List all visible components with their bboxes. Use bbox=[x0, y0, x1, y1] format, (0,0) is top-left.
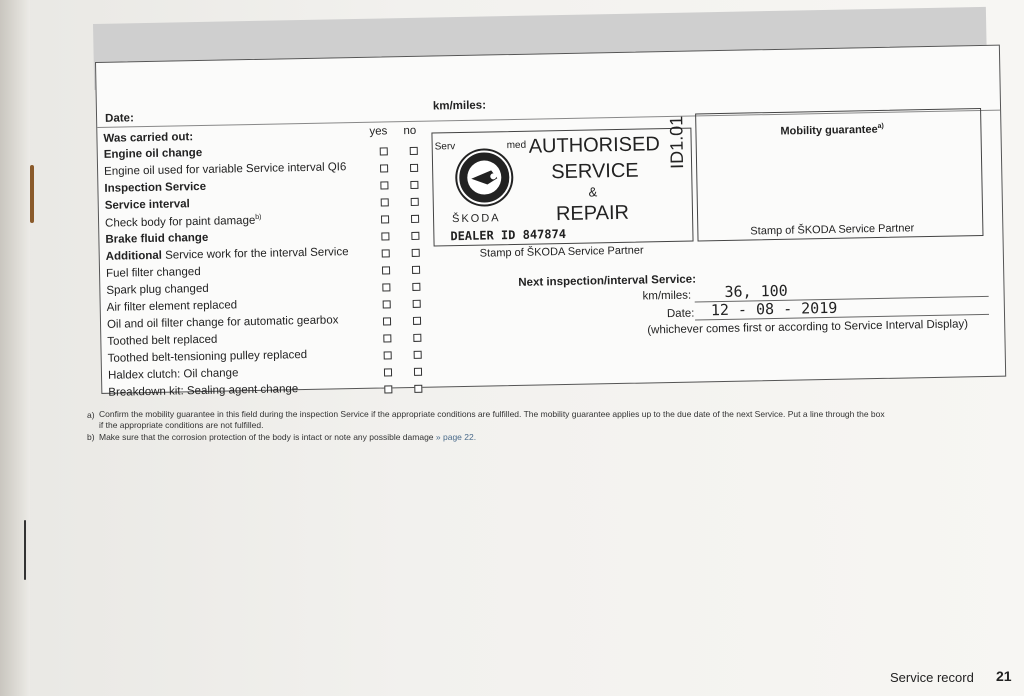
stamp-vertical-id: ID1.01 bbox=[666, 115, 688, 170]
checkbox-no[interactable] bbox=[411, 198, 419, 206]
checkbox-yes[interactable] bbox=[383, 334, 391, 342]
checkbox-yes[interactable] bbox=[383, 300, 391, 308]
checkbox-no[interactable] bbox=[413, 300, 421, 308]
next-date-label: Date: bbox=[666, 307, 695, 321]
checkbox-no[interactable] bbox=[413, 317, 421, 325]
service-item-row: Haldex clutch: Oil change bbox=[107, 367, 239, 382]
mobility-guarantee-box bbox=[695, 108, 983, 241]
checkbox-no[interactable] bbox=[410, 147, 418, 155]
stamp-caption: Stamp of ŠKODA Service Partner bbox=[479, 244, 644, 260]
footer-title: Service record bbox=[890, 670, 974, 685]
service-item-row: Oil and oil filter change for automatic gearbox bbox=[106, 314, 339, 331]
footnote-b: Make sure that the corrosion protection of the body is intact or note any possible damage » page 22. bbox=[99, 432, 477, 442]
dealer-stamp-box bbox=[431, 115, 693, 247]
mobility-title: Mobility guarantee$^{a)}$ bbox=[780, 122, 884, 138]
checkbox-yes[interactable] bbox=[382, 266, 390, 274]
next-km-label: km/miles: bbox=[642, 289, 692, 303]
footnote-a-mark: a) bbox=[87, 410, 95, 420]
checkbox-no[interactable] bbox=[411, 232, 419, 240]
service-item-row: Spark plug changed bbox=[106, 282, 209, 297]
service-record-form bbox=[95, 45, 1006, 399]
next-date-value: 12 - 08 - 2019 bbox=[710, 298, 838, 320]
checkbox-yes[interactable] bbox=[381, 198, 389, 206]
page-link[interactable]: » page 22. bbox=[435, 432, 477, 442]
service-partial-label: Serv bbox=[434, 141, 456, 153]
service-item-row: Brake fluid change bbox=[105, 231, 209, 246]
checkbox-no[interactable] bbox=[412, 266, 420, 274]
checkbox-no[interactable] bbox=[412, 283, 420, 291]
service-partial-label-2: med bbox=[506, 139, 527, 152]
no-header: no bbox=[403, 124, 417, 138]
checkbox-yes[interactable] bbox=[382, 249, 390, 257]
km-label: km/miles: bbox=[432, 99, 487, 113]
checkbox-yes[interactable] bbox=[383, 317, 391, 325]
checkbox-yes[interactable] bbox=[381, 215, 389, 223]
service-item-row: Check body for paint damage$^{b)}$ bbox=[104, 213, 262, 230]
date-label: Date: bbox=[104, 112, 134, 125]
checkbox-yes[interactable] bbox=[380, 164, 388, 172]
service-item-row: Inspection Service bbox=[104, 180, 207, 195]
service-item-row: Fuel filter changed bbox=[105, 266, 201, 280]
stamp-dealer-id: DEALER ID 847874 bbox=[450, 226, 567, 244]
checkbox-yes[interactable] bbox=[384, 385, 392, 393]
checkbox-no[interactable] bbox=[413, 334, 421, 342]
checkbox-no[interactable] bbox=[414, 385, 422, 393]
footnote-a-text-1: Confirm the mobility guarantee in this field during the inspection Service if the appropriate conditions are fulfilled. The mobility guarantee applies up to the due date of the next Service. Put a line through the box bbox=[99, 409, 885, 419]
checkbox-yes[interactable] bbox=[384, 368, 392, 376]
service-item-row: Air filter element replaced bbox=[106, 299, 238, 314]
footnote-a-text-2: if the appropriate conditions are not fulfilled. bbox=[99, 420, 264, 430]
checkbox-yes[interactable] bbox=[384, 351, 392, 359]
service-item-row: Engine oil used for variable Service interval QI6 bbox=[103, 161, 347, 178]
stamp-amp: & bbox=[588, 184, 598, 200]
checkbox-no[interactable] bbox=[414, 351, 422, 359]
checkbox-no[interactable] bbox=[412, 249, 420, 257]
service-item-row: Toothed belt-tensioning pulley replaced bbox=[107, 348, 308, 365]
yes-header: yes bbox=[369, 125, 388, 138]
stamp-repair: REPAIR bbox=[555, 201, 630, 226]
carried-out-label: Was carried out: bbox=[103, 131, 194, 145]
checkbox-no[interactable] bbox=[410, 164, 418, 172]
service-item-row: Additional Service work for the interval Service bbox=[105, 246, 349, 263]
binding-thread bbox=[24, 520, 26, 580]
checkbox-no[interactable] bbox=[411, 215, 419, 223]
next-service-title: Next inspection/interval Service: bbox=[518, 273, 697, 289]
stamp-authorised: AUTHORISED bbox=[528, 133, 661, 158]
skoda-logo-icon bbox=[455, 148, 514, 207]
checkbox-no[interactable] bbox=[414, 368, 422, 376]
stamp-service: SERVICE bbox=[550, 159, 639, 184]
footnote-b-mark: b) bbox=[87, 432, 95, 442]
next-note: (whichever comes first or according to Service Interval Display) bbox=[647, 318, 969, 337]
mobility-caption: Stamp of ŠKODA Service Partner bbox=[750, 222, 915, 238]
next-km-value: 36, 100 bbox=[724, 281, 788, 301]
service-item-row: Service interval bbox=[104, 198, 190, 212]
stamp-brand: ŠKODA bbox=[451, 212, 501, 226]
page-number: 21 bbox=[996, 668, 1012, 684]
checkbox-yes[interactable] bbox=[380, 147, 388, 155]
service-item-row: Toothed belt replaced bbox=[107, 333, 218, 348]
service-item-row: Breakdown kit: Sealing agent change bbox=[108, 383, 299, 399]
checkbox-no[interactable] bbox=[410, 181, 418, 189]
checkbox-yes[interactable] bbox=[382, 283, 390, 291]
binding-ring bbox=[30, 165, 34, 223]
checkbox-yes[interactable] bbox=[380, 181, 388, 189]
service-item-row: Engine oil change bbox=[103, 146, 203, 161]
skoda-arrow-icon bbox=[455, 148, 514, 207]
binding-edge bbox=[0, 0, 30, 696]
checkbox-yes[interactable] bbox=[381, 232, 389, 240]
